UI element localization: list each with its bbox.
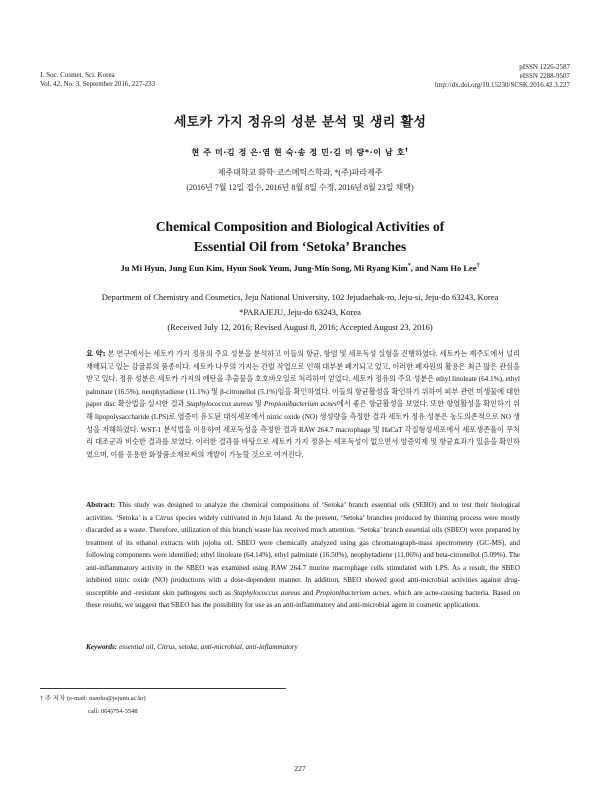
english-abstract-citrus: Citrus bbox=[155, 513, 174, 522]
english-abstract-label: Abstract: bbox=[86, 501, 116, 509]
korean-abstract bbox=[86, 348, 520, 461]
eissn: eISSN 2288-9507 bbox=[519, 72, 570, 80]
english-author-names: Ju Mi Hyun, Jung Eun Kim, Hyun Sook Yeum, Jung-Min Song, Mi Ryang Kim bbox=[120, 263, 408, 273]
keywords-text: essential oil, Citrus, setoka, anti-microbial, anti-inflammatory bbox=[117, 643, 298, 651]
keywords-label: Keywords: bbox=[86, 643, 118, 651]
doi-link[interactable]: http://dx.doi.org/10.15230/SCSK.2016.42.3.227 bbox=[434, 81, 570, 89]
footnote-divider bbox=[40, 688, 286, 689]
english-affiliation bbox=[40, 290, 560, 335]
korean-abstract-species-1: Staphylococcus aureus bbox=[186, 400, 253, 409]
english-title bbox=[0, 217, 600, 257]
english-abstract-text-c: and bbox=[300, 588, 316, 597]
english-abstract-text-b: species widely cultivated in Jeju Island. At the present, ‘Setoka’ branches produced by thinning process were mostly discarded as a waste. Therefore, utilization of this branch waste has received much attention. ‘Setoka’ branch essential oils (SBEO) were prepared by treatment of its ethanol extracts with jojoba oil. SBEO were chemically analyzed using gas chromatograph-mass spectrometry (GC-MS), and following components were identified; ethyl linoleate (64.14%), ethyl palmitate (16.50%), neophytadiene (11.06%) and beta-citronellol (5.09%). The anti-inflammatory activity in the SBEO was examined using RAW 264.7 murine macrophage cells stimulated with LPS. As a result, the SBEO inhibited nitric oxide (NO) productions with a dose-dependent manner. In addition, SBEO showed good anti-microbial activities against drug-susceptible and -resistant skin pathogens such as bbox=[86, 513, 520, 597]
english-abstract-text-d: , which are acne-causing bacteria. Based on these results, we suggest that SBEO has the possibility for use as an anti-inflammatory and anti-microbial agent in cosmetic applications. bbox=[86, 588, 520, 609]
english-abstract-species-2: Propionibacterium acnes bbox=[315, 588, 390, 597]
pissn: pISSN 1226-2587 bbox=[519, 63, 570, 71]
korean-abstract-label: 요 약: bbox=[86, 349, 106, 358]
english-dates: (Received July 12, 2016; Revised August 8, 2016; Accepted August 23, 2016) bbox=[167, 322, 433, 332]
english-title-line1: Chemical Composition and Biological Activities of bbox=[155, 219, 445, 234]
footnote-email: † 주 저자 (e-mail: namho@jejunu.ac.kr) bbox=[40, 695, 146, 702]
keywords bbox=[86, 643, 520, 651]
korean-abstract-species-2: Propionibacterium acnes bbox=[263, 400, 337, 409]
english-title-line2: Essential Oil from ‘Setoka’ Branches bbox=[193, 239, 407, 254]
footnote-phone: call: 064)754-3548 bbox=[88, 708, 138, 715]
korean-title: 세토카 가지 정유의 성분 분석 및 생리 활성 bbox=[173, 115, 427, 130]
page-number: 227 bbox=[294, 764, 306, 773]
star-mark: * bbox=[407, 263, 411, 270]
affiliation-line2: *PARAJEJU, Jeju-do 63243, Korea bbox=[239, 307, 361, 317]
korean-abstract-text-a: 본 연구에서는 세토카 가지 정유의 주요 성분을 분석하고 이들의 항균, 항염 및 세포독성 실험을 진행하였다. 세토카는 제주도에서 널리 재배되고 있는 감귤류의 품종이다. 세토카 나무의 가지는 간벌 작업으로 인해 대부분 폐기되고 있고, 이러한 폐자원의 활용은 최근 많은 관심을 받고 있다. 정유 성분은 세토카 가지의 에탄올 추출물을 호호바오일로 처리하여 얻었다. 세토카 정유의 주요 성분은 ethyl linoleate (64.1%), ethyl palmitate (16.5%), neophytadiene (11.1%) 및 β-citronellol (5.1%)임을 확인하였다. 이들의 항균활성을 확인하기 위하여 피부 관련 미생물에 대한 paper disc 확산법을 실시한 결과 bbox=[86, 350, 520, 409]
dagger-mark: † bbox=[476, 263, 480, 270]
korean-abstract-text-b: 및 bbox=[252, 400, 264, 409]
journal-identifiers bbox=[435, 63, 570, 90]
korean-dates: (2016년 7월 12일 접수, 2016년 8월 8일 수정, 2016년 8월 23일 채택) bbox=[186, 183, 414, 192]
english-abstract-text-a: This study was designed to analyze the chemical compositions of ‘Setoka’ branch essential oils (SEBO) and to test their biological activities. ‘Setoka’ is a bbox=[86, 501, 520, 522]
english-abstract-species-1: Staphylococcus aureus bbox=[233, 588, 301, 597]
english-abstract bbox=[86, 499, 520, 612]
journal-volume: Vol. 42, No. 3, September 2016, 227-233 bbox=[40, 80, 156, 88]
korean-author-names: 현 주 미·김 정 은·염 현 숙·송 정 민·김 미 량*·이 남 호 bbox=[191, 148, 406, 157]
corresponding-mark: † bbox=[405, 147, 409, 154]
english-authors bbox=[0, 263, 600, 273]
korean-affiliation: 제주대학교 화학·코스메틱스학과, *(주)파라제주 bbox=[217, 168, 383, 177]
korean-authors bbox=[0, 147, 600, 158]
english-author-last: , and Nam Ho Lee bbox=[410, 263, 477, 273]
korean-abstract-text-c: 에서 좋은 항균활성을 보였다. 또한 항염활성을 확인하기 위해 lipopolysaccharide (LPS)로 염증이 유도된 대식세포에서 nitric oxide (NO) 생성량을 측정한 결과 세토카 정유 성분은 농도의존적으로 NO 생성을 저해하였다. WST-1 분석법을 이용하여 세포독성을 측정한 결과 RAW 264.7 macrophage 및 HaCaT 각질형성세포에서 세포생존율이 무처리 대조군과 비슷한 결과를 보였다. 이러한 결과를 바탕으로 세토카 가지 정유는 세포독성이 없으면서 염증억제 및 항균효과가 있음을 확인하였으며, 이를 응용한 화장품소재로써의 개발이 가능할 것으로 여겨진다. bbox=[86, 400, 520, 459]
footnote bbox=[40, 692, 146, 718]
journal-name: J. Soc. Cosmet. Sci. Korea bbox=[40, 71, 115, 79]
journal-citation bbox=[40, 71, 155, 89]
affiliation-line1: Department of Chemistry and Cosmetics, Jeju National University, 102 Jejudaehak-ro, Jeju-si, Jeju-do 63243, Korea bbox=[101, 292, 499, 302]
